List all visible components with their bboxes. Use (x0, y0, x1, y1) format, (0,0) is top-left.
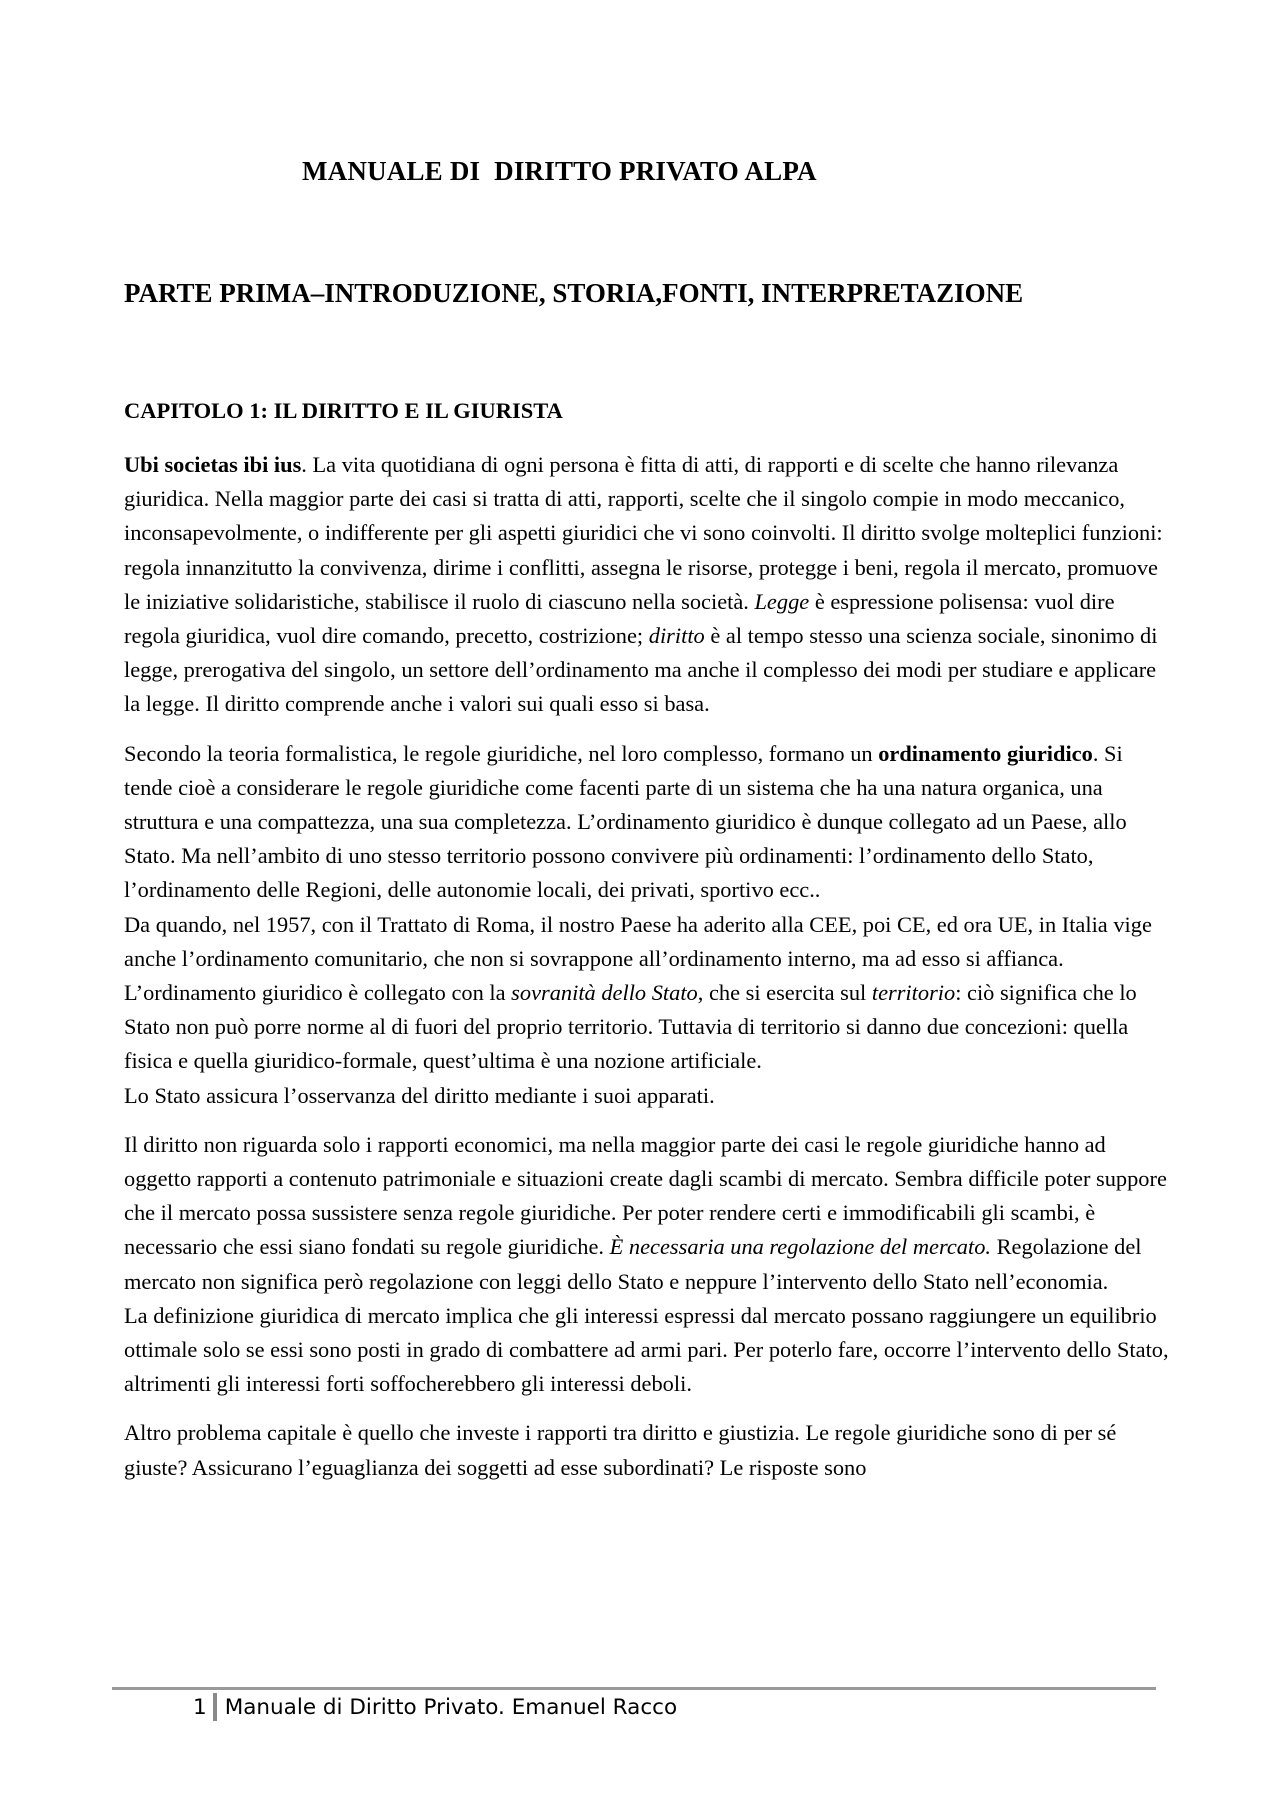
text-run: Il diritto non riguarda solo i rapporti economici, ma nella maggior parte dei casi le regole giuridiche hanno ad oggetto rapporti a contenuto patrimoniale e situazioni create dagli scambi di mercato. Sembra difficile poter suppore che il mercato possa sussistere senza regole giuridiche. Per poter rendere certi e immodificabili gli scambi, è necessario che essi siano fondati su regole giuridiche. (124, 1131, 1167, 1260)
paragraph-2 (124, 737, 1169, 908)
text-run: è espressione polisensa: vuol dire regola giuridica, vuol dire comando, precetto, costrizione; (124, 588, 1115, 649)
paragraph-1 (124, 448, 1169, 722)
paragraph-7 (124, 1416, 1169, 1484)
italic-term: Legge (754, 588, 810, 614)
paragraph-6 (124, 1299, 1169, 1402)
body-text (124, 448, 1169, 1485)
part-title: PARTE PRIMA–INTRODUZIONE, STORIA,FONTI, INTERPRETAZIONE (124, 278, 1024, 308)
bold-term: ordinamento giuridico (878, 740, 1093, 766)
page-number: 1 (193, 1694, 207, 1720)
italic-term: territorio (871, 980, 956, 1006)
paragraph-4 (124, 1079, 1169, 1113)
text-run: La definizione giuridica di mercato implica che gli interessi espressi dal mercato possano raggiungere un equilibrio ottimale solo se essi sono posti in grado di combattere ad armi pari. Per poterlo fare, occorre l’intervento dello Stato, altrimenti gli interessi forti soffocherebbero gli interessi deboli. (124, 1302, 1169, 1397)
latin-maxim: Ubi societas ibi ius (124, 452, 302, 477)
italic-term: diritto (648, 623, 705, 649)
text-run: , che si esercita sul (697, 980, 872, 1006)
text-run: Regolazione del mercato non significa però regolazione con leggi dello Stato e neppure l’intervento dello Stato nell’economia. (124, 1234, 1142, 1294)
document-title: MANUALE DI DIRITTO PRIVATO ALPA (302, 156, 817, 186)
chapter-title: CAPITOLO 1: IL DIRITTO E IL GIURISTA (124, 398, 563, 423)
text-run: Altro problema capitale è quello che investe i rapporti tra diritto e giustizia. Le regole giuridiche sono di per sé giuste? Assicurano l’eguaglianza dei soggetti ad esse subordinati? Le risposte sono (124, 1420, 1117, 1480)
text-run: è al tempo stesso una scienza sociale, sinonimo di legge, prerogativa del singolo, un settore dell’ordinamento ma anche il complesso dei modi per studiare e applicare la legge. Il diritto comprende anche i valori sui quali esso si basa. (124, 623, 1158, 717)
paragraph-5 (124, 1128, 1169, 1299)
text-run: . Si tende cioè a considerare le regole giuridiche come facenti parte di un sistema che ha una natura organica, una struttura e una compattezza, una sua completezza. L’ordinamento giuridico è dunque collegato ad un Paese, allo Stato. Ma nell’ambito di uno stesso territorio possono convivere più ordinamenti: l’ordinamento dello Stato, l’ordinamento delle Regioni, delle autonomie locali, dei privati, sportivo ecc.. (124, 740, 1127, 903)
footer-rule (112, 1687, 1156, 1690)
text-run: Secondo la teoria formalistica, le regole giuridiche, nel loro complesso, formano un (124, 740, 879, 766)
text-run: Lo Stato assicura l’osservanza del diritto mediante i suoi apparati. (124, 1082, 715, 1108)
footer-text: Manuale di Diritto Privato. Emanuel Racco (224, 1694, 678, 1720)
text-run: Da quando, nel 1957, con il Trattato di Roma, il nostro Paese ha aderito alla CEE, poi CE, ed ora UE, in Italia vige anche l’ordinamento comunitario, che non si sovrappone all’ordinamento interno, ma ad esso si affianca. L’ordinamento giuridico è collegato con la (124, 911, 1152, 1006)
text-run: . La vita quotidiana di ogni persona è fitta di atti, di rapporti e di scelte che hanno rilevanza giuridica. Nella maggior parte dei casi si tratta di atti, rapporti, scelte che il singolo compie in modo meccanico, inconsapevolmente, o indifferente per gli aspetti giuridici che vi sono coinvolti. Il diritto svolge molteplici funzioni: regola innanzitutto la convivenza, dirime i conflitti, assegna le risorse, protegge i beni, regola il mercato, promuove le iniziative solidaristiche, stabilisce il ruolo di ciascuno nella società. (124, 452, 1163, 614)
italic-term: sovranità dello Stato (511, 980, 698, 1006)
page-footer (193, 1693, 677, 1721)
paragraph-3 (124, 908, 1169, 1079)
text-run: : ciò significa che lo Stato non può porre norme al di fuori del proprio territorio. Tuttavia di territorio si danno due concezioni: quella fisica e quella giuridico-formale, quest’ultima è una nozione artificiale. (124, 980, 1137, 1074)
footer-separator (213, 1693, 217, 1721)
italic-term: È necessaria una regolazione del mercato. (609, 1234, 992, 1260)
